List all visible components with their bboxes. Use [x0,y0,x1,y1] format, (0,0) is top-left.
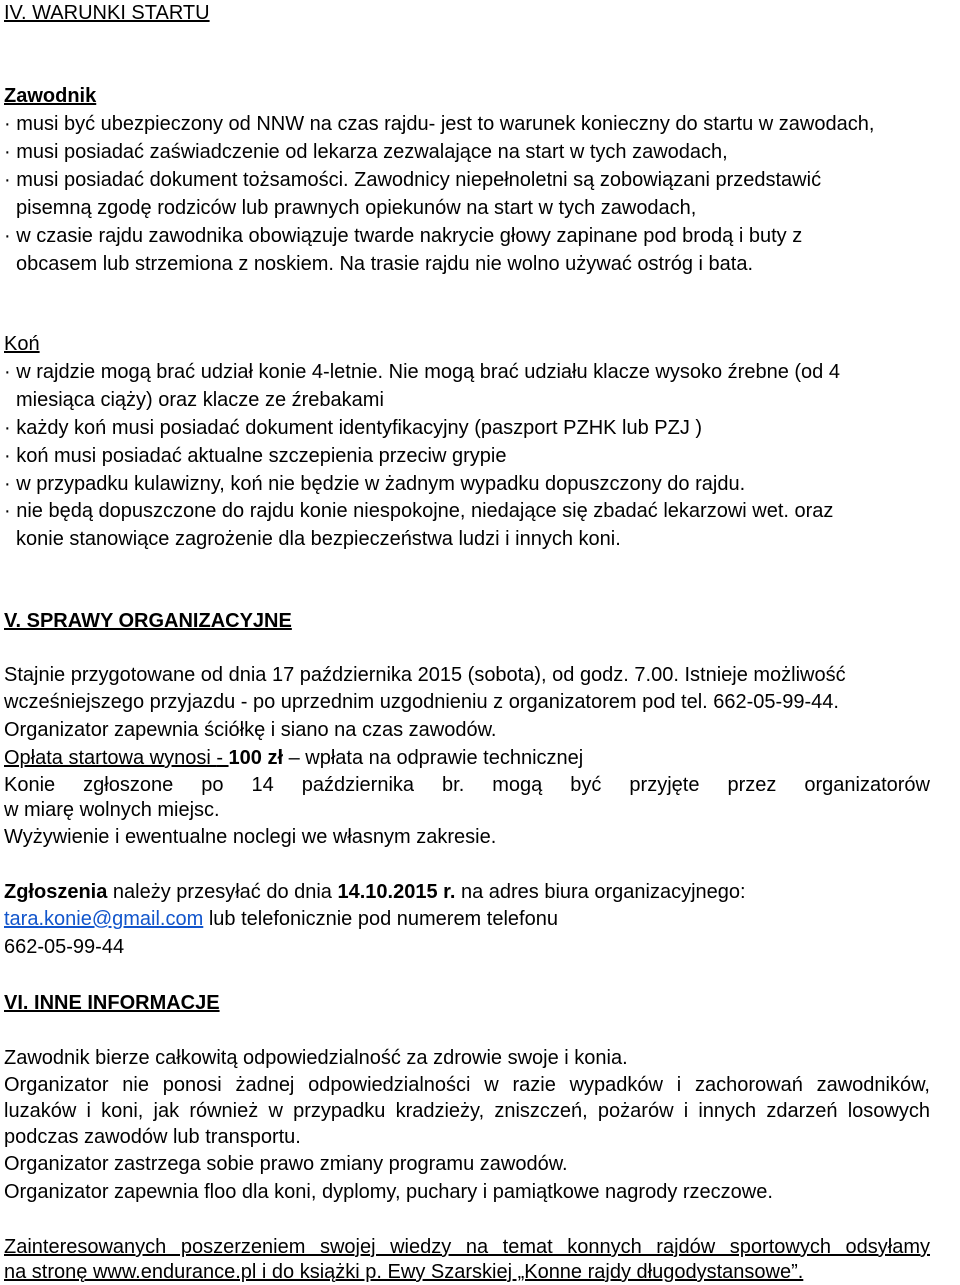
fee-dash: - [216,747,229,769]
info-line: Organizator zastrzega sobie prawo zmiany programu zawodów. [4,1153,568,1175]
info-line: Zawodnik bierze całkowitą odpowiedzialność za zdrowie swoje i konia. [4,1047,628,1069]
kon-line: · koń musi posiadać aktualne szczepienia przeciw grypie [4,445,507,467]
org-line: Stajnie przygotowane od dnia 17 października 2015 (sobota), od godz. 7.00. Istnieje możliwość [4,664,846,686]
section-v-title: V. SPRAWY ORGANIZACYJNE [4,610,292,632]
kon-line: miesiąca ciąży) oraz klacze ze źrebakami [16,389,384,411]
fee-amount: 100 zł [228,747,284,769]
org-line: Wyżywienie i ewentualne noclegi we własnym zakresie. [4,826,497,848]
org-line: w miarę wolnych miejsc. [4,799,220,821]
kon-line: konie stanowiące zagrożenie dla bezpieczeństwa ludzi i innych koni. [16,528,621,550]
registration-text: na adres biura organizacyjnego: [455,881,746,903]
registration-deadline: 14.10.2015 r. [337,881,456,903]
zawodnik-line: pisemną zgodę rodziców lub prawnych opiekunów na start w tych zawodach, [16,197,697,219]
kon-line: · każdy koń musi posiadać dokument identyfikacyjny (paszport PZHK lub PZJ ) [4,417,703,439]
fee-rest: – wpłata na odprawie technicznej [283,747,584,769]
fee-line [4,745,583,771]
zawodnik-line: · musi posiadać dokument tożsamości. Zawodnicy niepełnoletni są zobowiązani przedstawić [4,169,822,191]
zawodnik-line: · musi być ubezpieczony od NNW na czas rajdu- jest to warunek konieczny do startu w zawodach, [4,113,875,135]
fee-label: Opłata startowa wynosi [4,747,217,769]
email-link[interactable]: tara.konie@gmail.com [4,908,204,930]
zawodnik-heading: Zawodnik [4,85,97,107]
zawodnik-line: · musi posiadać zaświadczenie od lekarza zezwalające na start w tych zawodach, [4,141,728,163]
kon-line: · w rajdzie mogą brać udział konie 4-letnie. Nie mogą brać udziału klacze wysoko źrebne (od 4 [4,361,840,383]
kon-line: · w przypadku kulawizny, koń nie będzie w żadnym wypadku dopuszczony do rajdu. [4,473,746,495]
org-line: Organizator zapewnia ściółkę i siano na czas zawodów. [4,719,497,741]
section-iv-title: IV. WARUNKI STARTU [4,2,210,24]
contact-text: lub telefonicznie pod numerem telefonu [203,908,558,930]
registration-text: należy przesyłać do dnia [107,881,338,903]
kon-heading: Koń [4,333,40,355]
org-line: wcześniejszego przyjazdu - po uprzednim uzgodnieniu z organizatorem pod tel. 662-05-99-44. [4,691,839,713]
kon-line: · nie będą dopuszczone do rajdu konie niespokojne, niedające się zbadać lekarzowi wet. oraz [4,500,834,522]
info-line: Organizator nie ponosi żadnej odpowiedzialności w razie wypadków i zachorowań zawodników, [4,1074,930,1096]
section-vi-title: VI. INNE INFORMACJE [4,992,220,1014]
phone-number: 662-05-99-44 [4,936,125,958]
info-line: luzaków i koni, jak również w przypadku kradzieży, zniszczeń, pożarów i innych zdarzeń losowych [4,1100,930,1122]
org-line: Konie zgłoszone po 14 października br. mogą być przyjęte przez organizatorów [4,774,930,796]
zawodnik-line: · w czasie rajdu zawodnika obowiązuje twarde nakrycie głowy zapinane pod brodą i buty z [4,225,803,247]
registration-line [4,879,746,905]
info-line: Organizator zapewnia floo dla koni, dyplomy, puchary i pamiątkowe nagrody rzeczowe. [4,1181,773,1203]
info-line: podczas zawodów lub transportu. [4,1126,301,1148]
info-line: na stronę www.endurance.pl i do książki p. Ewy Szarskiej „Konne rajdy długodystansowe”. [4,1261,804,1283]
info-line: Zainteresowanych poszerzeniem swojej wiedzy na temat konnych rajdów sportowych odsyłamy [4,1236,930,1258]
contact-line [4,906,558,932]
registration-label: Zgłoszenia [4,881,108,903]
zawodnik-line: obcasem lub strzemiona z noskiem. Na trasie rajdu nie wolno używać ostróg i bata. [16,253,754,275]
